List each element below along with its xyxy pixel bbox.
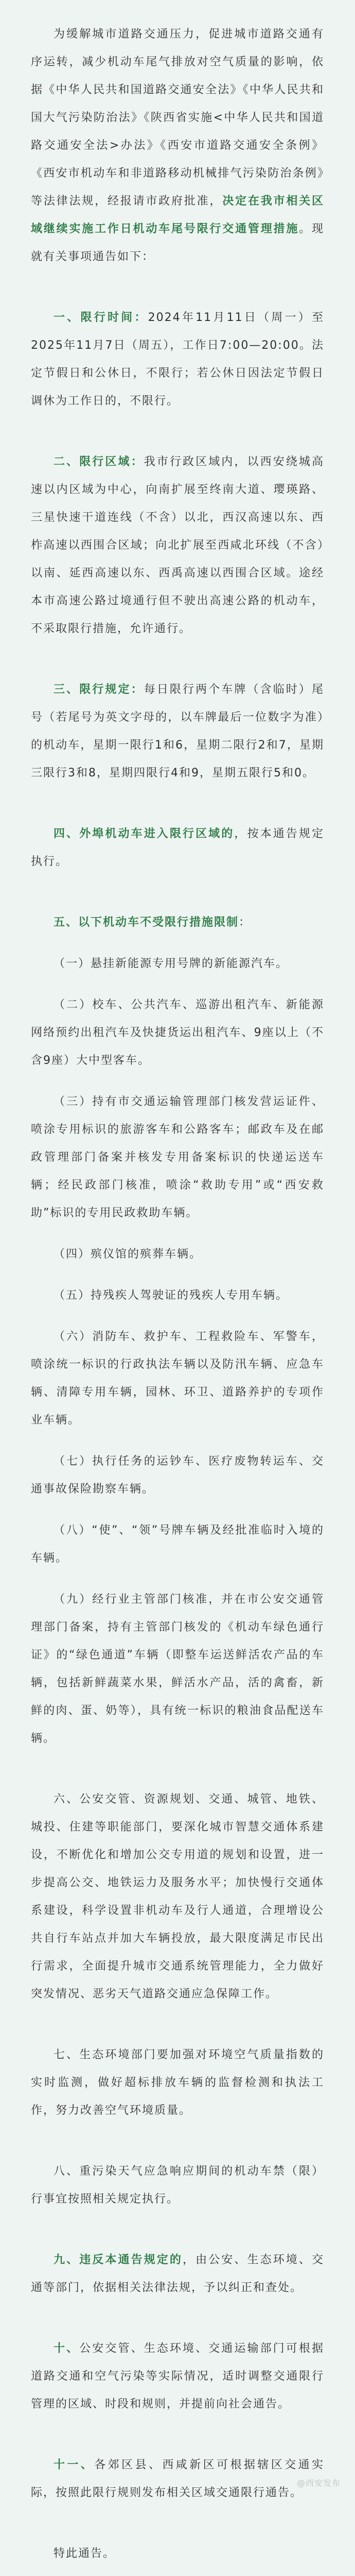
watermark: @西安发布 xyxy=(296,2478,341,2488)
section-limit-time-heading: 一、限行时间： xyxy=(54,311,148,324)
section-districts-body: 各郊区县、西咸新区可根据辖区交通实际，按照此限行规则发布相关区域交通限行通告。 xyxy=(31,2459,324,2499)
exemption-item: （八）“使”、“领”号牌车辆及经批准临时入境的车辆。 xyxy=(31,1524,324,1565)
intro-paragraph xyxy=(31,21,324,271)
section-limit-time xyxy=(31,304,324,415)
section-districts-heading: 十一、 xyxy=(54,2459,95,2471)
section-violations-heading: 九、违反本通告规定的 xyxy=(54,2253,183,2266)
section-exemptions-heading: 五、以下机动车不受限行措施限制 xyxy=(54,916,239,929)
intro-text: 为缓解城市道路交通压力，促进城市道路交通有序运转，减少机动车尾气排放对空气质量的影响，依据《中华人民共和国道路交通安全法》《中华人民共和国大气污染防治法》《陕西省实施<中华人民共和国道路交通安全法>办法》《西安市道路交通安全条例》《西安市机动车和非道路移动机械排气污染防治条例》等法律法规，经报请市政府批准， xyxy=(31,28,324,208)
section-limit-rules-heading: 三、限行规定： xyxy=(54,683,144,696)
section-pollution-response: 八、重污染天气应急响应期间的机动车禁（限）行事宜按照相关规定执行。 xyxy=(31,2165,324,2206)
section-departments: 六、公安交管、资源规划、交通、城管、地铁、城投、住建等职能部门，要深化城市智慧交通体系建设，不断优化和增加公交专用道的规划和设置，进一步提高公交、地铁运力及服务水平；加快慢行交通体系建设，科学设置非机动车及行人通道，合理增设公共自行车站点并加大车辆投放，最大限度满足市民出行需求，全面提升城市交通系统管理能力，全力做好突发情况、恶劣天气道路交通应急保障工作。 xyxy=(31,1793,324,2001)
section-exemptions xyxy=(31,909,324,937)
section-external-vehicles-heading: 四、外埠机动车进入限行区域的 xyxy=(54,827,235,840)
section-violations-body: ，由公安、生态环境、交通等部门，依据相关法律法规，予以纠正和查处。 xyxy=(31,2253,324,2294)
section-limit-area-body: 我市行政区域内，以西安绕城高速以内区域为中心，向南扩展至终南大道、璎瑛路、三星快速干道连线（不含）以北，西汉高速以东、西柞高速以西围合区域；向北扩展至西咸北环线（不含）以南、延西高速以东、西禹高速以西围合区域。途经本市高速公路过境通行但不驶出高速公路的机动车，不采取限行措施，允许通行。 xyxy=(31,455,324,635)
intro-text-end: 。现就有关事项通告如下： xyxy=(31,223,324,263)
section-adjustments-body: 公安交管、生态环境、交通运输部门可根据道路交通和空气污染等实际情况，适时调整交通限行管理的区域、时段和规则，并提前向社会通告。 xyxy=(31,2342,324,2411)
section-limit-rules-body: 每日限行两个车牌（含临时）尾号（若尾号为英文字母的，以车牌最后一位数字为准）的机动车，星期一限行1和6，星期二限行2和7，星期三限行3和8，星期四限行4和9，星期五限行5和0。 xyxy=(31,683,324,779)
exemption-item: （一）悬挂新能源专用号牌的新能源汽车。 xyxy=(54,957,289,970)
section-external-vehicles-body: ，按本通告规定执行。 xyxy=(31,827,324,868)
section-external-vehicles xyxy=(31,820,324,876)
exemption-item: （七）执行任务的运钞车、医疗废物转运车、交通事故保险勘察车辆。 xyxy=(31,1455,324,1496)
closing-text: 特此通告。 xyxy=(54,2547,116,2560)
section-limit-area xyxy=(31,448,324,643)
exemption-item: （六）消防车、救护车、工程救险车、军警车，喷涂统一标识的行政执法车辆以及防汛车辆、应急车辆、清障专用车辆，园林、环卫、道路养护的专项作业车辆。 xyxy=(31,1330,324,1427)
exemption-item: （二）校车、公共汽车、巡游出租汽车、新能源网络预约出租汽车及快捷货运出租汽车、9座以上（不含9座）大中型客车。 xyxy=(31,998,324,1067)
section-districts xyxy=(31,2451,324,2507)
section-adjustments-heading: 十、 xyxy=(54,2342,80,2355)
exemption-item: （四）殡仪馆的殡葬车辆。 xyxy=(54,1248,202,1261)
section-violations xyxy=(31,2246,324,2302)
section-limit-rules xyxy=(31,676,324,787)
section-limit-area-heading: 二、限行区域： xyxy=(54,455,144,468)
section-environment: 七、生态环境部门要加强对环境空气质量指数的实时监测，做好超标排放车辆的监督检测和执法工作，努力改善空气环境质量。 xyxy=(31,2048,324,2117)
section-exemptions-colon: ： xyxy=(239,916,252,929)
exemption-item: （五）持残疾人驾驶证的残疾人专用车辆。 xyxy=(54,1289,289,1302)
exemption-item: （三）持有市交通运输管理部门核发营运证件、喷涂专用标识的旅游客车和公路客车；邮政车及在邮政管理部门备案并核发专用备案标识的快递运送车辆；经民政部门核准，喷涂“救助专用”或“西安救助”标识的专用民政救助车辆。 xyxy=(31,1095,324,1219)
intro-highlight: 决定在我市相关区域继续实施工作日机动车尾号限行交通管理措施 xyxy=(31,195,324,235)
exemption-item: （九）经行业主管部门核准，并在市公安交通管理部门备案，持有主管部门核发的《机动车绿色通行证》的“绿色通道”车辆（即整车运送鲜活农产品的车辆，包括新鲜蔬菜水果，鲜活水产品，活的禽畜，新鲜的肉、蛋、奶等），具有统一标识的粮油食品配送车辆。 xyxy=(31,1593,324,1745)
section-limit-time-body: 2024年11月11日（周一）至2025年11月7日（周五），工作日7:00—20:00。法定节假日和公休日，不限行；若公休日因法定节假日调休为工作日的，不限行。 xyxy=(31,311,324,408)
section-adjustments xyxy=(31,2335,324,2418)
